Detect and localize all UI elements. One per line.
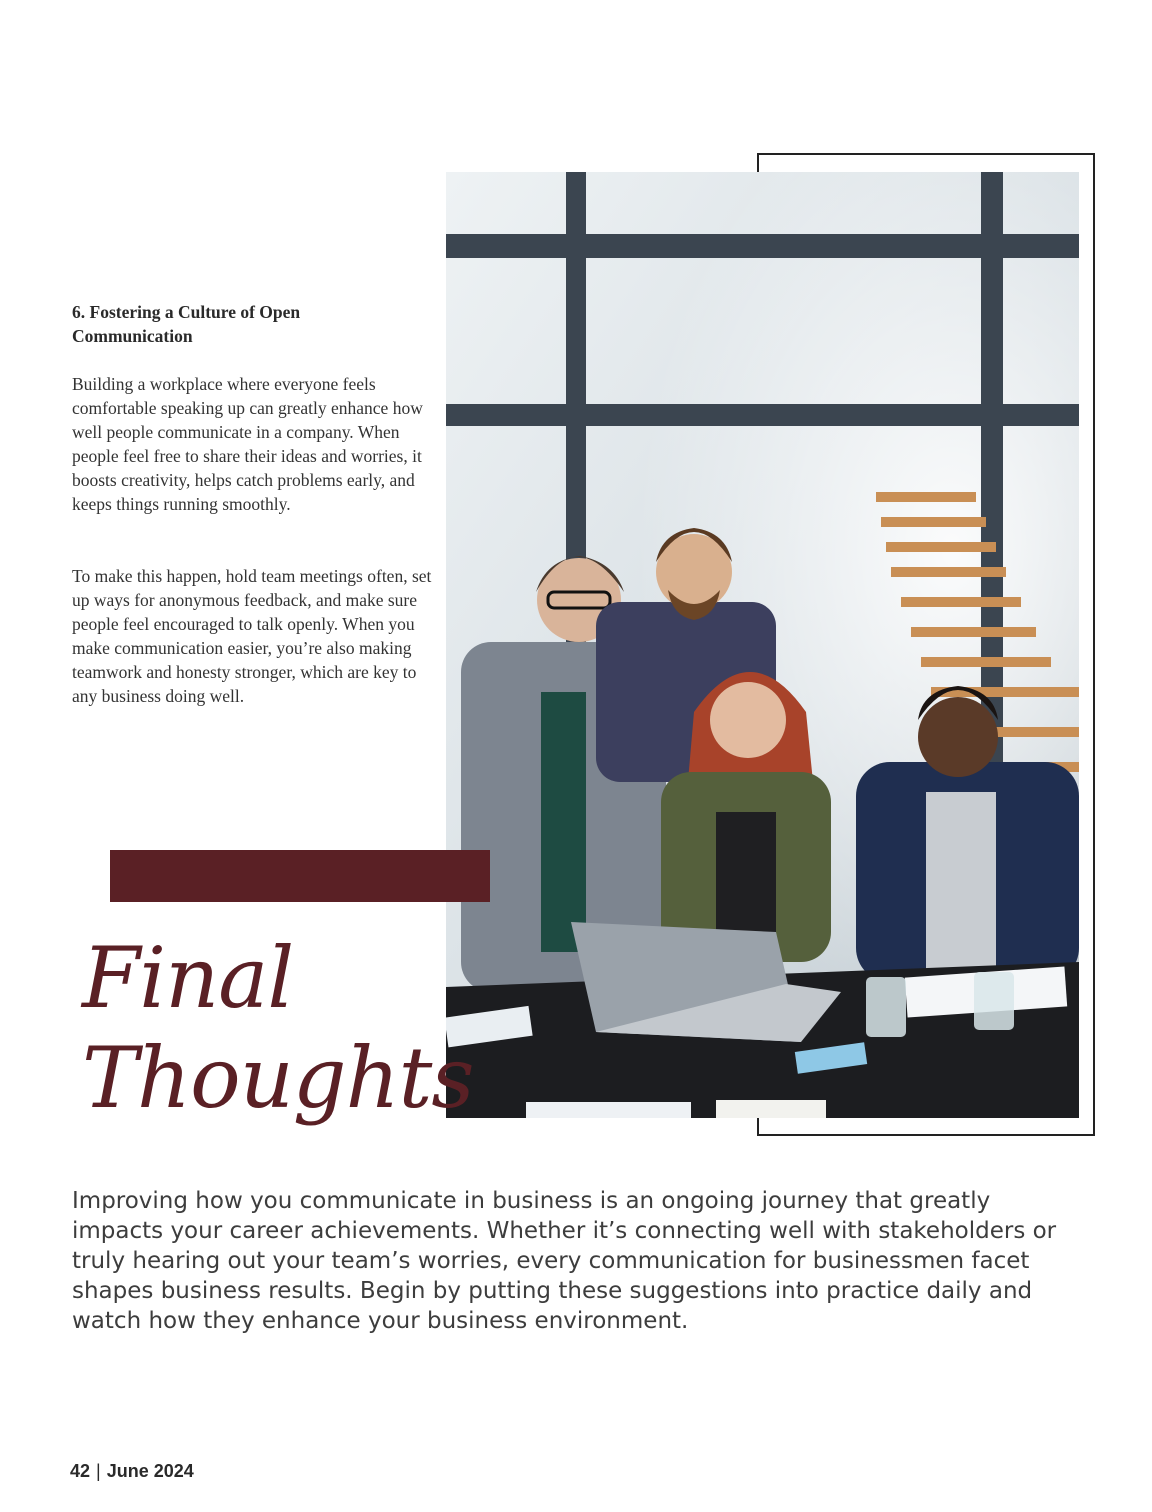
page-footer [70, 1461, 194, 1482]
section-paragraph-1: Building a workplace where everyone feels comfortable speaking up can greatly enhance how well people communicate in a company. When people feel free to share their ideas and worries, it boosts creativity, helps catch problems early, and keeps things running smoothly. [72, 374, 423, 514]
section-heading: 6. Fostering a Culture of Open Communication [72, 302, 301, 346]
feature-title-line-1: Final [82, 929, 294, 1027]
issue-date: June 2024 [106, 1461, 194, 1481]
page-number: 42 [70, 1461, 91, 1481]
team-photo [446, 172, 1079, 1118]
footer-separator: | [96, 1461, 101, 1481]
closing-paragraph: Improving how you communicate in business is an ongoing journey that greatly impacts your career achievements. Whether it’s connecting well with stakeholders or truly hearing out your team’s worries, every communication for businessmen facet shapes business results. Begin by putting these suggestions into practice daily and watch how they enhance your business environment. [72, 1188, 1057, 1334]
section-paragraph-2: To make this happen, hold team meetings often, set up ways for anonymous feedback, and make sure people feel encouraged to talk openly. When you make communication easier, you’re also making teamwork and honesty stronger, which are key to any business doing well. [72, 566, 432, 706]
feature-title-line-2: Thoughts [82, 1029, 474, 1127]
accent-bar [110, 850, 490, 902]
feature-title [82, 928, 474, 1128]
